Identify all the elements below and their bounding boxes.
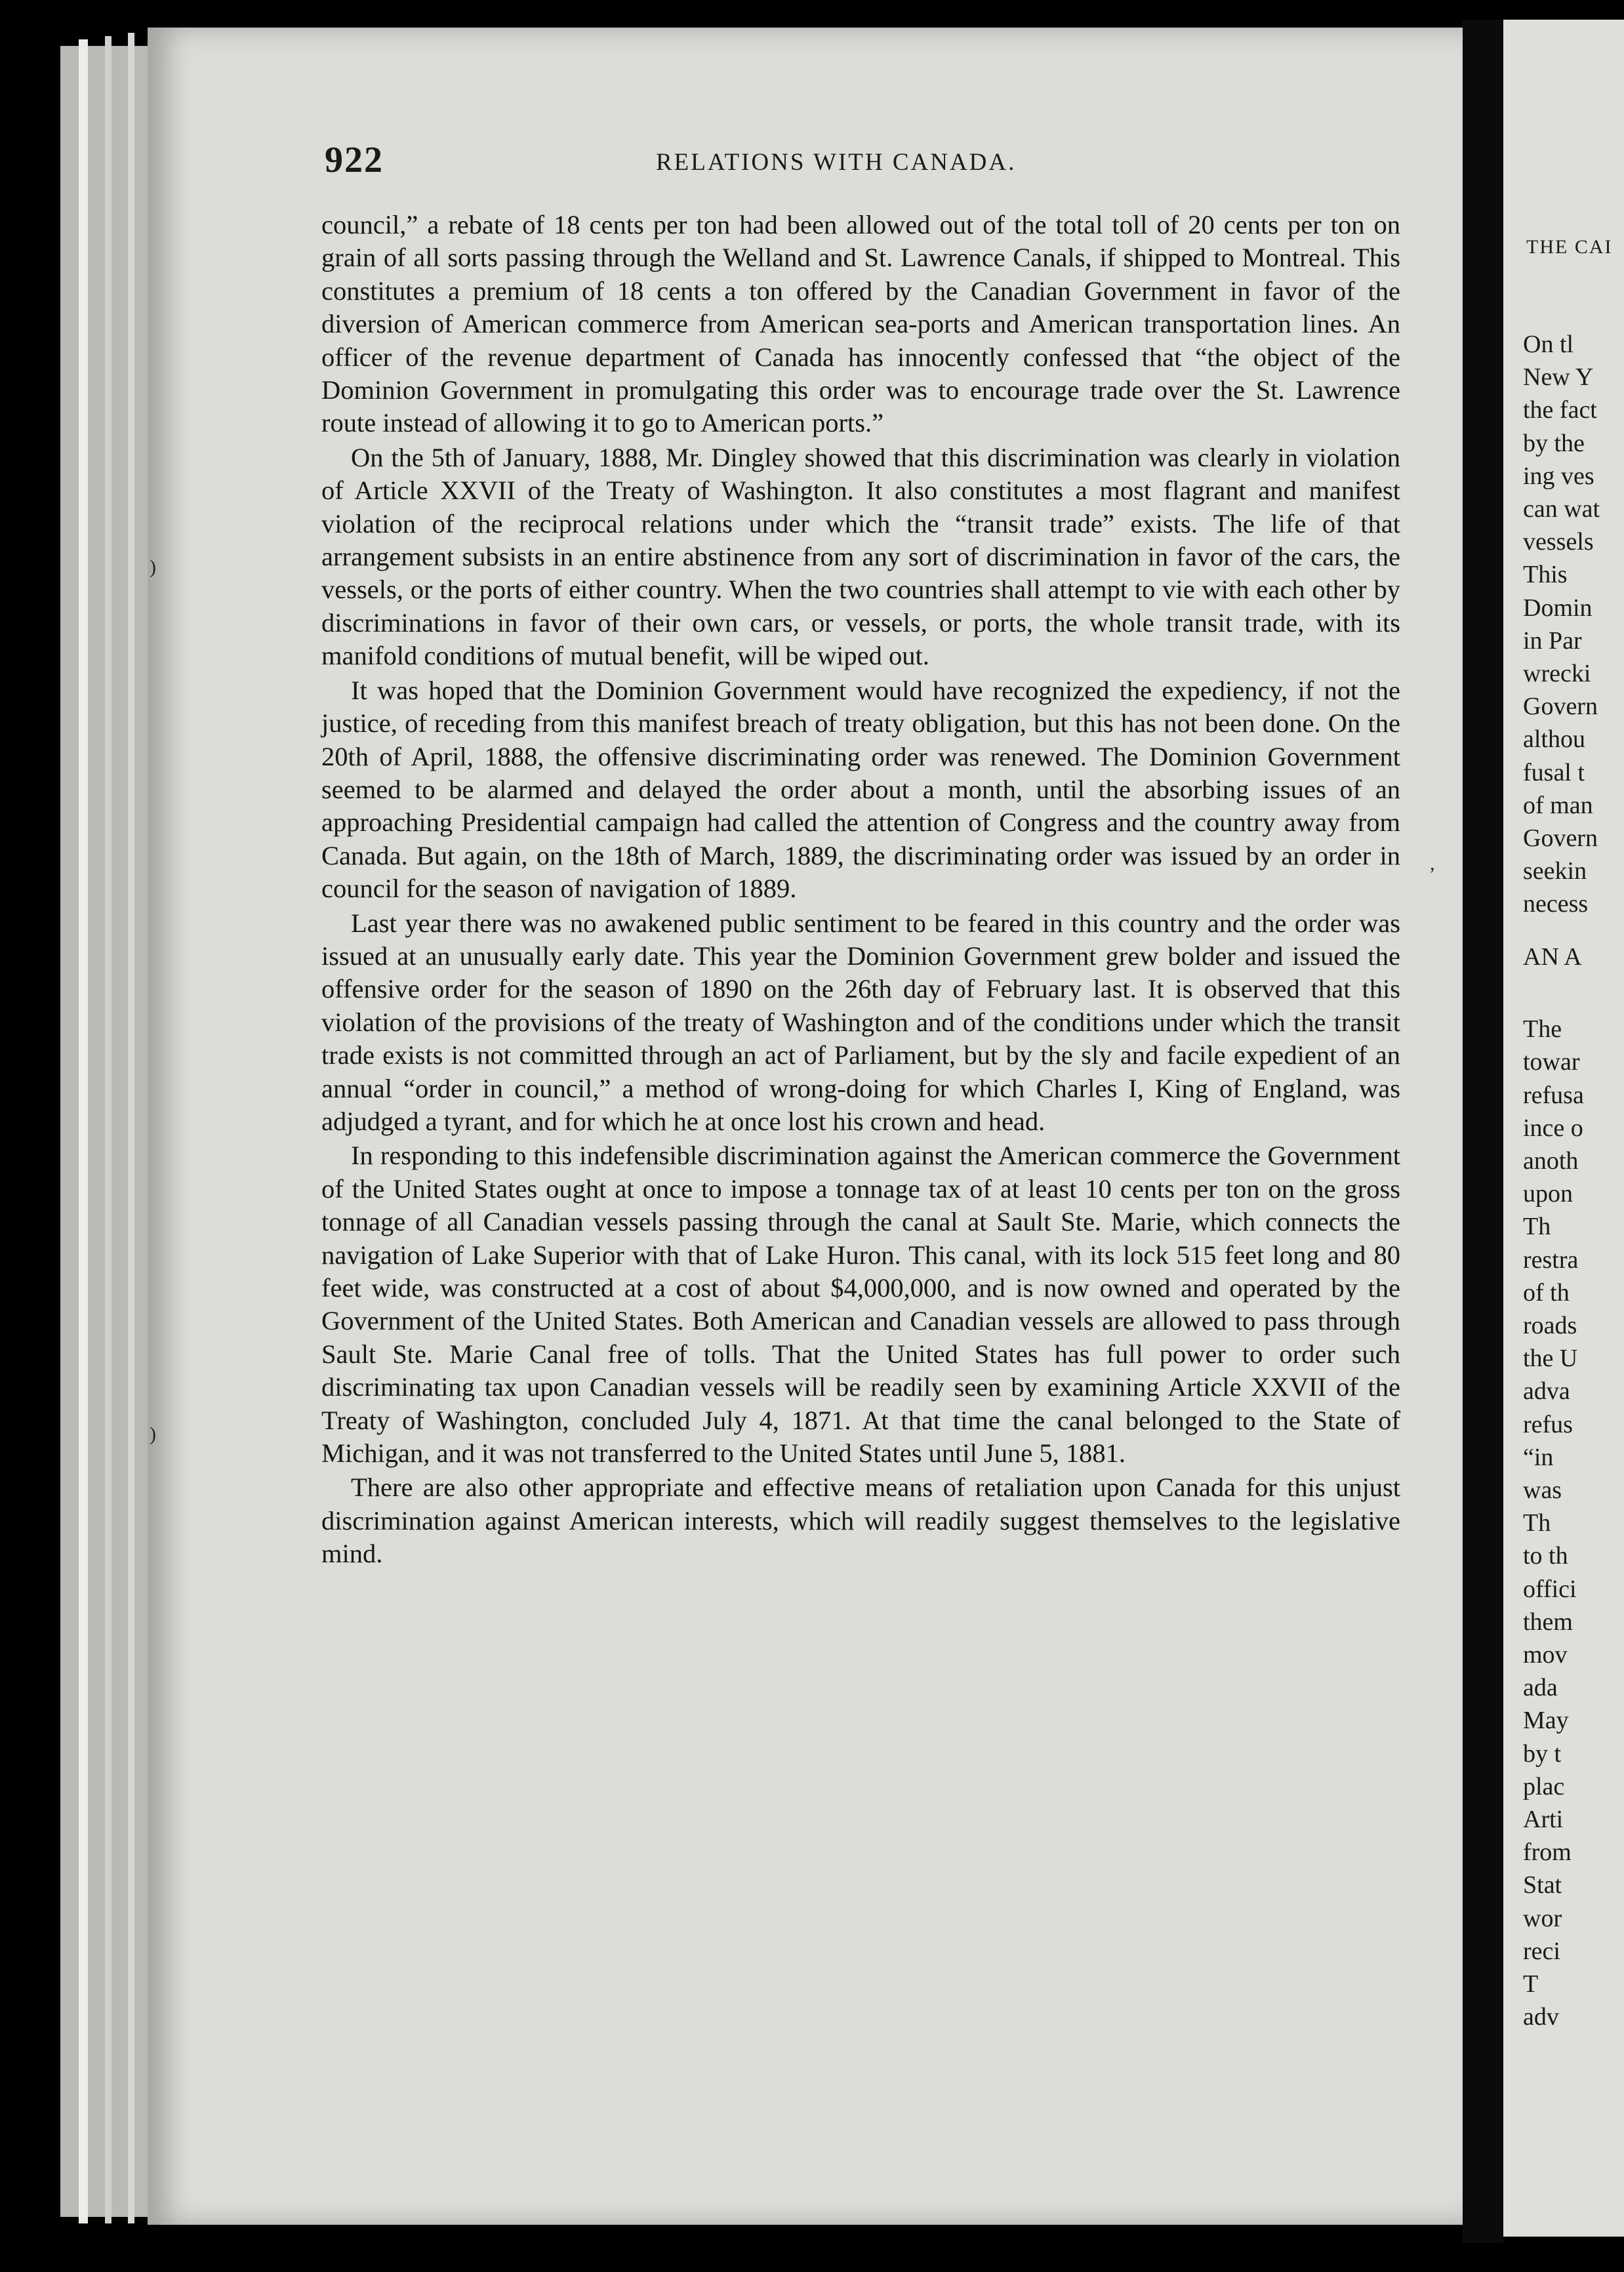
page-stack-highlight (128, 33, 134, 2223)
facing-page-head: THE CAI (1526, 236, 1613, 258)
facing-page-line: New Y (1523, 363, 1594, 392)
facing-page-line: fusal t (1523, 758, 1585, 786)
running-head-title: RELATIONS WITH CANADA. (656, 149, 1017, 176)
facing-page-line: “in (1523, 1443, 1554, 1471)
facing-page-line: restra (1523, 1246, 1579, 1274)
facing-page-line: refusa (1523, 1081, 1584, 1109)
facing-page-line: althou (1523, 725, 1585, 754)
facing-page-line: May (1523, 1707, 1569, 1735)
facing-page-line: necess (1523, 890, 1589, 918)
paragraph: There are also other appropriate and effective means of retaliation upon Canada for this unjust discrimination against American interests, which will readily suggest themselves to the legislative mind. (321, 1472, 1400, 1569)
running-head (325, 139, 1407, 185)
facing-page-line: seekin (1523, 857, 1587, 885)
paragraph: In responding to this indefensible discrimination against the American commerce the Government of the United States ought at once to impose a tonnage tax of at least 10 cents per ton on the gross tonnage of all Canadian vessels passing through the canal at Sault Ste. Marie, which connects the navigation of Lake Superior with that of Lake Huron. This canal, with its lock 515 feet long and 80 feet wide, was constructed at a cost of about $4,000,000, and is now owned and operated by the Government of the United States. Both American and Canadian vessels are allowed to pass through Sault Ste. Marie Canal free of tolls. That the United States has full power to order such discriminating tax upon Canadian vessels will be readily seen by examining Article XXVII of the Treaty of Washington, concluded July 4, 1871. At that time the canal belonged to the State of Michigan, and it was not transferred to the United States until June 5, 1881. (321, 1141, 1400, 1469)
facing-page-line: On tl (1523, 331, 1574, 358)
facing-page-line: Th (1523, 1213, 1551, 1241)
facing-page-line: ada (1523, 1674, 1558, 1702)
facing-page-line: towar (1523, 1048, 1580, 1076)
facing-page-line: T (1523, 1970, 1539, 1998)
facing-page-line: of th (1523, 1278, 1570, 1307)
facing-page-line: anoth (1523, 1146, 1579, 1175)
facing-page-line: plac (1523, 1772, 1565, 1800)
margin-mark: , (1430, 853, 1435, 874)
facing-page-line: ing ves (1523, 462, 1594, 490)
facing-page-line: the fact (1523, 396, 1597, 424)
facing-page-line: reci (1523, 1937, 1560, 1965)
paragraph: On the 5th of January, 1888, Mr. Dingley showed that this discrimination was clearly in violation of Article XXVII of the Treaty of Washington. It also constitutes a most flagrant and manifest violation of the reciprocal relations under which the “transit trade” exists. The life of that arrangement subsists in an entire abstinence from any sort of discrimination in favor of the cars, the vessels, or the ports of either country. When the two countries shall attempt to vie with each other by discriminations in favor of their own cars, or vessels, or ports, the whole transit trade, with its manifold conditions of mutual benefit, will be wiped out. (321, 442, 1400, 671)
page-number: 922 (325, 140, 384, 180)
facing-page-line: them (1523, 1608, 1573, 1636)
gutter-shadow (1463, 20, 1503, 2243)
paragraph: It was hoped that the Dominion Government would have recognized the expediency, if not the justice, of receding from this manifest breach of treaty obligation, but this has not been done. On the 20th of April, 1888, the offensive discriminating order was renewed. The Dominion Government seemed to be alarmed and delayed the order about a month, until the absorbing issues of an approaching Presidential campaign had called the attention of Congress and the country away from Canada. But again, on the 18th of March, 1889, the discriminating order was issued by an order in council for the season of navigation of 1889. (321, 675, 1400, 904)
facing-page-line: the U (1523, 1345, 1578, 1373)
facing-page-line: Stat (1523, 1871, 1562, 1899)
facing-page-line: mov (1523, 1640, 1568, 1669)
facing-page-line: offici (1523, 1575, 1577, 1603)
facing-page-line: wor (1523, 1904, 1562, 1932)
page-stack-highlight (105, 36, 112, 2223)
paragraph: council,” a rebate of 18 cents per ton had been allowed out of the total toll of 20 cents per ton on grain of all sorts passing through the Welland and St. Lawrence Canals, if shipped to Montreal. This constitutes a premium of 18 cents a ton offered by the Canadian Government in favor of the diversion of American commerce from American sea-ports and American transportation lines. An officer of the revenue department of Canada has innocently confessed that “the object of the Dominion Government in promulgating this order was to encourage trade over the St. Lawrence route instead of allowing it to go to American ports.” (321, 210, 1400, 438)
facing-page-line: from (1523, 1838, 1572, 1867)
facing-page-line: by the (1523, 429, 1585, 457)
facing-page-line: roads (1523, 1311, 1577, 1339)
margin-mark: ) (150, 1423, 156, 1445)
facing-page-line: AN A (1523, 943, 1582, 971)
facing-page-line: This (1523, 561, 1568, 589)
facing-page-line: wrecki (1523, 660, 1591, 687)
facing-page-line: refus (1523, 1410, 1573, 1438)
margin-mark: ) (150, 556, 156, 578)
facing-page-line: ince o (1523, 1114, 1583, 1142)
facing-page-line: Govern (1523, 693, 1598, 721)
facing-page-line: The (1523, 1015, 1562, 1044)
facing-page (1503, 20, 1624, 2237)
facing-page-line: of man (1523, 791, 1593, 819)
paragraph: Last year there was no awakened public sentiment to be feared in this country and the order was issued at an unusually early date. This year the Dominion Government grew bolder and issued the offensive order for the season of 1890 on the 26th day of February last. It is observed that this violation of the provisions of the treaty of Washington and of the conditions under which the transit trade exists is not committed through an act of Parliament, but by the sly and facile expedient of an annual “order in council,” a method of wrong-doing for which Charles I, King of England, was adjudged a tyrant, and for which he at once lost his crown and head. (321, 908, 1400, 1136)
page-stack-highlight (79, 39, 88, 2223)
facing-page-line: Arti (1523, 1805, 1564, 1833)
facing-page-line: Govern (1523, 824, 1598, 852)
facing-page-line: to th (1523, 1542, 1568, 1570)
facing-page-line: adva (1523, 1377, 1570, 1406)
facing-page-line: Th (1523, 1509, 1551, 1537)
facing-page-line: upon (1523, 1180, 1573, 1208)
facing-page-line: was (1523, 1476, 1562, 1504)
facing-page-line: by t (1523, 1739, 1562, 1768)
facing-page-line: can wat (1523, 495, 1600, 523)
facing-page-line: Domin (1523, 594, 1593, 622)
facing-page-line: vessels (1523, 528, 1594, 556)
facing-page-line: in Par (1523, 626, 1582, 655)
facing-page-line: adv (1523, 2003, 1559, 2031)
body-text (321, 209, 1400, 1572)
